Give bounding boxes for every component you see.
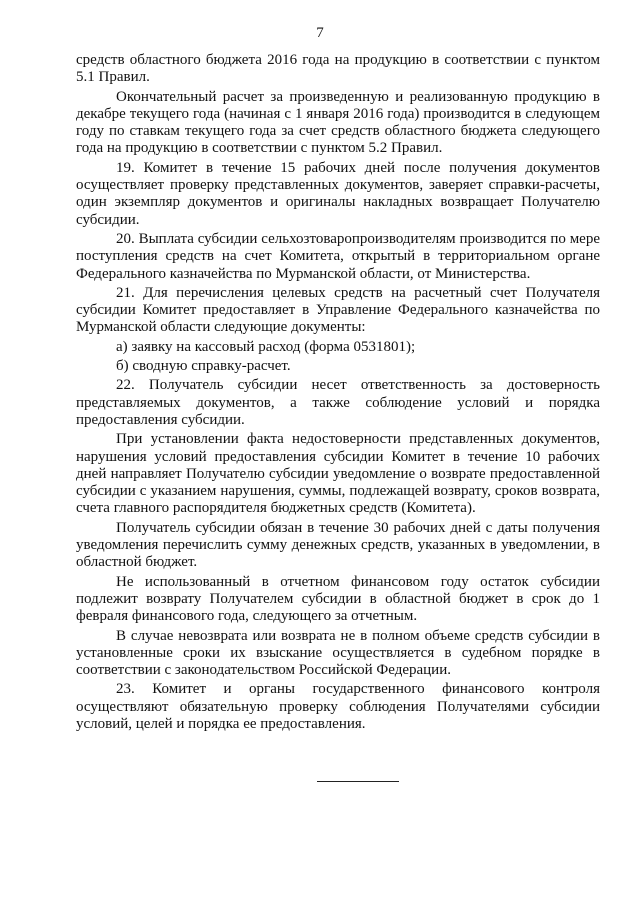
paragraph-item-22: 22. Получатель субсидии несет ответственность за достоверность представляемых документов, а также соблюдение условий и порядка предоставления субсидии. — [76, 377, 600, 428]
list-item-b: б) сводную справку-расчет. — [116, 358, 291, 375]
paragraph-item-21: 21. Для перечисления целевых средств на расчетный счет Получателя субсидии Комитет предоставляет в Управление Федерального казначейства по Мурманской области следующие документы: — [76, 284, 600, 336]
document-body — [76, 52, 600, 735]
paragraph-continuation: средств областного бюджета 2016 года на продукцию в соответствии с пунктом 5.1 Правил. — [76, 52, 600, 86]
paragraph-unused-balance: Не использованный в отчетном финансовом году остаток субсидии подлежит возврату Получателем субсидии в областной бюджет в срок до 1 февраля финансового года, следующего за отчетным. — [76, 573, 600, 625]
list-item-a: а) заявку на кассовый расход (форма 0531801); — [116, 338, 416, 355]
paragraph-violation-notice: При установлении факта недостоверности представленных документов, нарушения условий предоставления субсидии Комитет в течение 10 рабочих дней направляет Получателю субсидии уведомление о возврате предоставленной субсидии с указанием нарушения, суммы, подлежащей возврату, сроков возврата, счета главного распорядителя бюджетных средств (Комитета). — [76, 431, 600, 517]
paragraph-final-settlement: Окончательный расчет за произведенную и реализованную продукцию в декабре текущего года (начиная с 1 января 2016 года) производится в следующем году по ставкам текущего года за счет средств областного бюджета следующего года на продукцию в соответствии с пунктом 5.2 Правил. — [76, 88, 600, 157]
paragraph-repayment-duty: Получатель субсидии обязан в течение 30 рабочих дней с даты получения уведомления перечислить сумму денежных средств, указанных в уведомлении, в областной бюджет. — [76, 519, 600, 571]
paragraph-item-23: 23. Комитет и органы государственного финансового контроля осуществляют обязательную проверку соблюдения Получателями субсидии условий, целей и порядка ее предоставления. — [76, 681, 600, 732]
paragraph-recovery: В случае невозврата или возврата не в полном объеме средств субсидии в установленные сроки их взыскание осуществляется в судебном порядке в соответствии с законодательством Российской Федерации. — [76, 627, 600, 679]
paragraph-item-20: 20. Выплата субсидии сельхозтоваропроизводителям производится по мере поступления средств на счет Комитета, открытый в территориальном органе Федерального казначейства по Мурманской области, от Министерства. — [76, 230, 600, 282]
paragraph-item-19: 19. Комитет в течение 15 рабочих дней после получения документов осуществляет проверку представленных документов, заверяет справки-расчеты, один экземпляр документов и оригиналы накладных возвращает Получателю субсидии. — [76, 159, 600, 228]
page-number: 7 — [316, 25, 324, 41]
end-divider — [317, 781, 399, 782]
